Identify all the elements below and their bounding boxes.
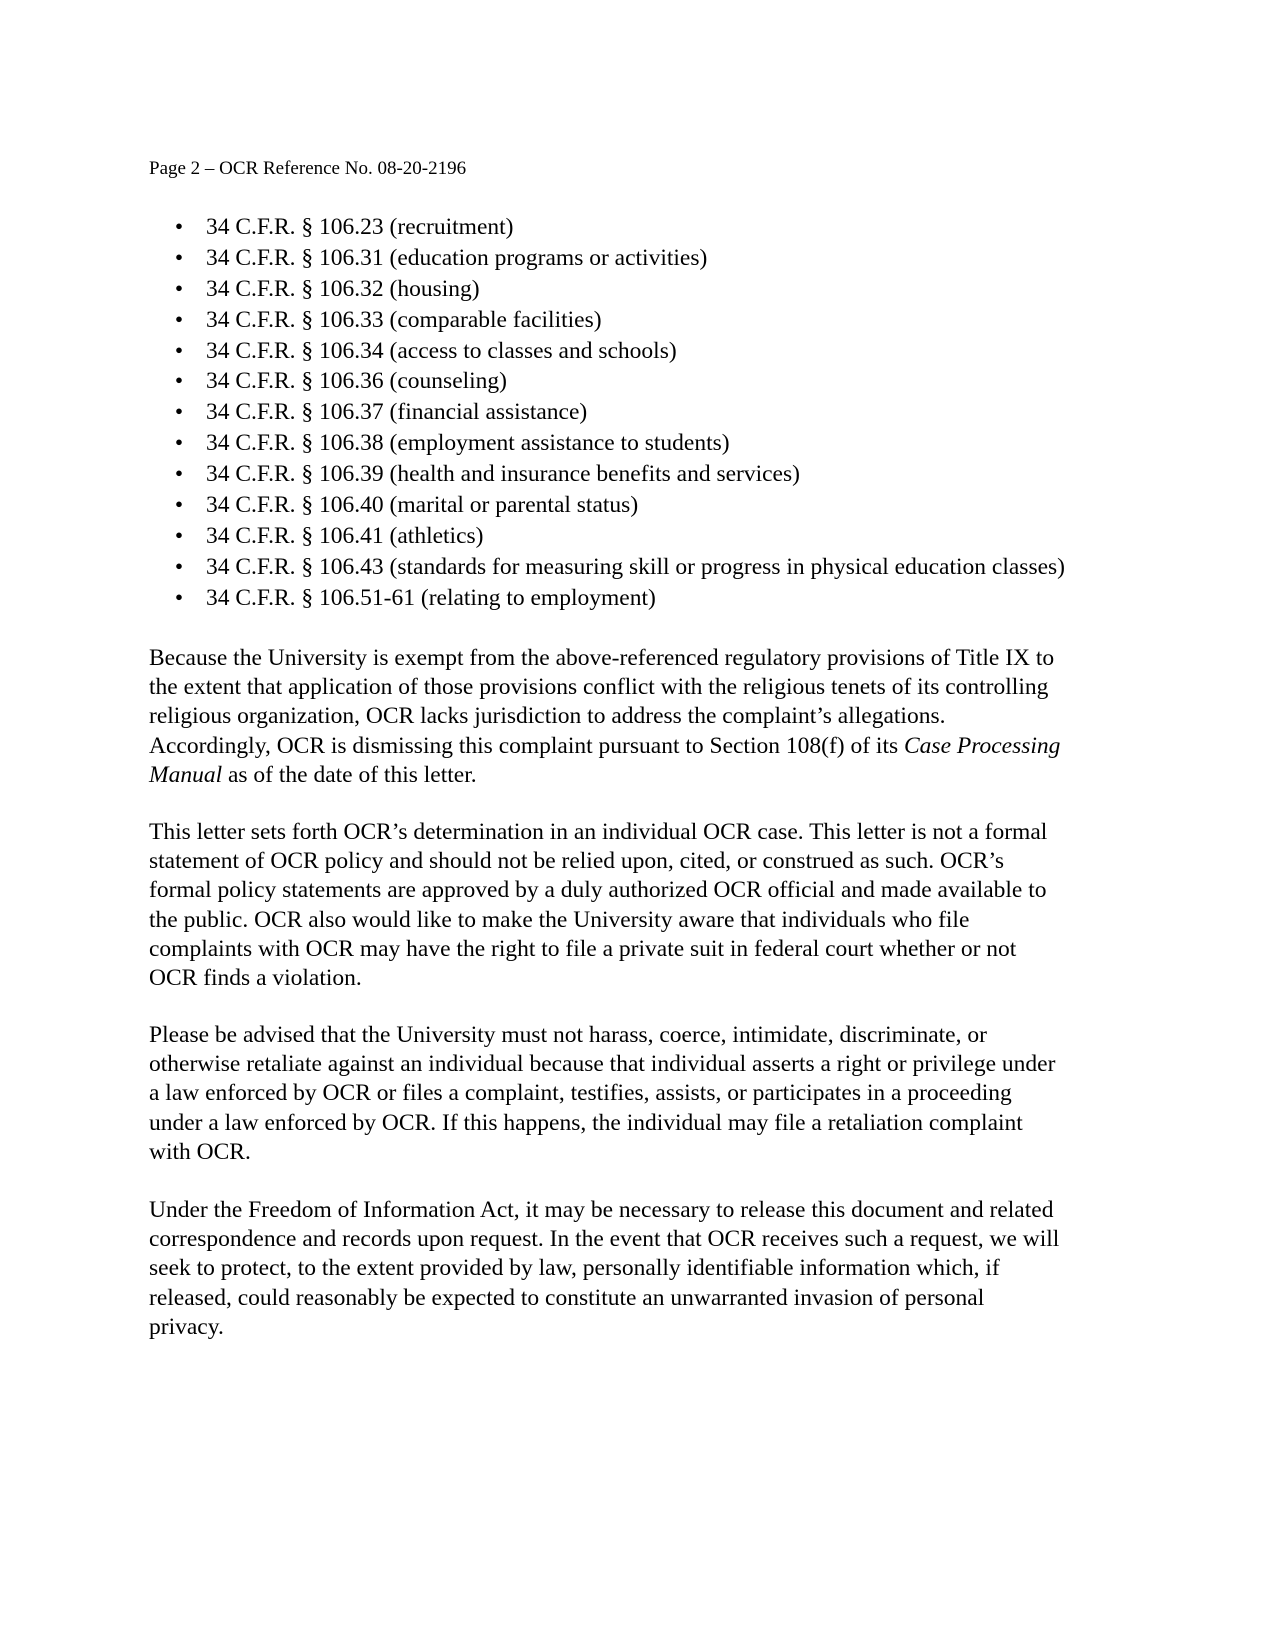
bullet-icon: • [174, 214, 184, 240]
policy-paragraph [149, 818, 1149, 993]
paragraph-line: released, could reasonably be expected to constitute an unwarranted invasion of personal [149, 1284, 985, 1311]
paragraph-line: formal policy statements are approved by a duly authorized OCR official and made available to [149, 877, 1047, 904]
regulation-text: 34 C.F.R. § 106.31 (education programs or activities) [206, 244, 708, 271]
regulation-text: 34 C.F.R. § 106.38 (employment assistance to students) [206, 430, 730, 457]
paragraph-text: as of the date of this letter. [222, 761, 477, 788]
bullet-icon: • [174, 337, 184, 364]
paragraph-line [149, 732, 1149, 761]
paragraph-line: under a law enforced by OCR. If this happens, the individual may file a retaliation complaint [149, 1109, 1023, 1136]
paragraph-line: correspondence and records upon request. In the event that OCR receives such a request, we will [149, 1226, 1060, 1253]
list-item [149, 212, 1149, 243]
paragraph-text: Accordingly, OCR is dismissing this complaint pursuant to Section 108(f) of its [149, 732, 904, 759]
list-item [149, 336, 1149, 367]
paragraph-line [149, 761, 1149, 790]
paragraph-line: statement of OCR policy and should not be relied upon, cited, or construed as such. OCR’s [149, 848, 1004, 875]
paragraph-line: This letter sets forth OCR’s determination in an individual OCR case. This letter is not a formal [149, 819, 1048, 845]
bullet-icon: • [174, 584, 184, 611]
bullet-icon: • [174, 399, 184, 426]
bullet-icon: • [174, 275, 184, 302]
list-item [149, 428, 1149, 459]
paragraph-line: OCR finds a violation. [149, 965, 362, 992]
regulation-text: 34 C.F.R. § 106.39 (health and insurance benefits and services) [206, 461, 800, 488]
list-item [149, 305, 1149, 336]
list-item [149, 583, 1149, 614]
page-header: Page 2 – OCR Reference No. 08-20-2196 [149, 158, 467, 179]
list-item [149, 490, 1149, 521]
list-item [149, 521, 1149, 552]
regulation-text: 34 C.F.R. § 106.41 (athletics) [206, 522, 484, 549]
paragraph-line: Please be advised that the University must not harass, coerce, intimidate, discriminate, or [149, 1022, 987, 1048]
list-item [149, 397, 1149, 428]
bullet-icon: • [174, 368, 184, 395]
paragraph-line: the extent that application of those provisions conflict with the religious tenets of its controlling [149, 674, 1049, 701]
regulation-text: 34 C.F.R. § 106.51-61 (relating to employment) [206, 584, 656, 611]
regulation-text: 34 C.F.R. § 106.36 (counseling) [206, 368, 508, 395]
paragraph-line: otherwise retaliate against an individual because that individual asserts a right or privilege under [149, 1051, 1056, 1078]
regulation-text: 34 C.F.R. § 106.34 (access to classes and schools) [206, 337, 677, 364]
list-item [149, 552, 1149, 583]
bullet-icon: • [174, 244, 184, 271]
jurisdiction-paragraph [149, 644, 1149, 790]
paragraph-line: religious organization, OCR lacks jurisdiction to address the complaint’s allegations. [149, 703, 946, 730]
bullet-icon: • [174, 522, 184, 549]
paragraph-line: Under the Freedom of Information Act, it may be necessary to release this document and related [149, 1197, 1054, 1223]
bullet-icon: • [174, 553, 184, 580]
regulation-text: 34 C.F.R. § 106.37 (financial assistance) [206, 399, 588, 426]
list-item [149, 243, 1149, 274]
paragraph-line: with OCR. [149, 1138, 251, 1165]
retaliation-paragraph [149, 1021, 1149, 1167]
bullet-icon: • [174, 430, 184, 457]
regulation-text: 34 C.F.R. § 106.43 (standards for measuring skill or progress in physical education classes) [206, 553, 1065, 580]
regulation-text: 34 C.F.R. § 106.32 (housing) [206, 275, 480, 302]
paragraph-line: privacy. [149, 1313, 224, 1340]
paragraph-line: Because the University is exempt from the above-referenced regulatory provisions of Title IX to [149, 645, 1055, 671]
bullet-icon: • [174, 461, 184, 488]
regulation-text: 34 C.F.R. § 106.33 (comparable facilities) [206, 306, 602, 333]
list-item [149, 274, 1149, 305]
regulation-list [149, 212, 1149, 614]
list-item [149, 459, 1149, 490]
manual-title: Manual [149, 761, 223, 788]
paragraph-line: seek to protect, to the extent provided by law, personally identifiable information which, if [149, 1255, 1000, 1282]
paragraph-line: complaints with OCR may have the right to file a private suit in federal court whether or not [149, 935, 1017, 962]
list-item [149, 366, 1149, 397]
manual-title: Case Processing [904, 732, 1061, 759]
bullet-icon: • [174, 306, 184, 333]
paragraph-line: the public. OCR also would like to make the University aware that individuals who file [149, 906, 970, 933]
paragraph-line: a law enforced by OCR or files a complaint, testifies, assists, or participates in a proceeding [149, 1080, 1012, 1107]
bullet-icon: • [174, 492, 184, 519]
regulation-text: 34 C.F.R. § 106.40 (marital or parental status) [206, 492, 639, 519]
regulation-text: 34 C.F.R. § 106.23 (recruitment) [206, 214, 514, 240]
foia-paragraph [149, 1196, 1149, 1342]
